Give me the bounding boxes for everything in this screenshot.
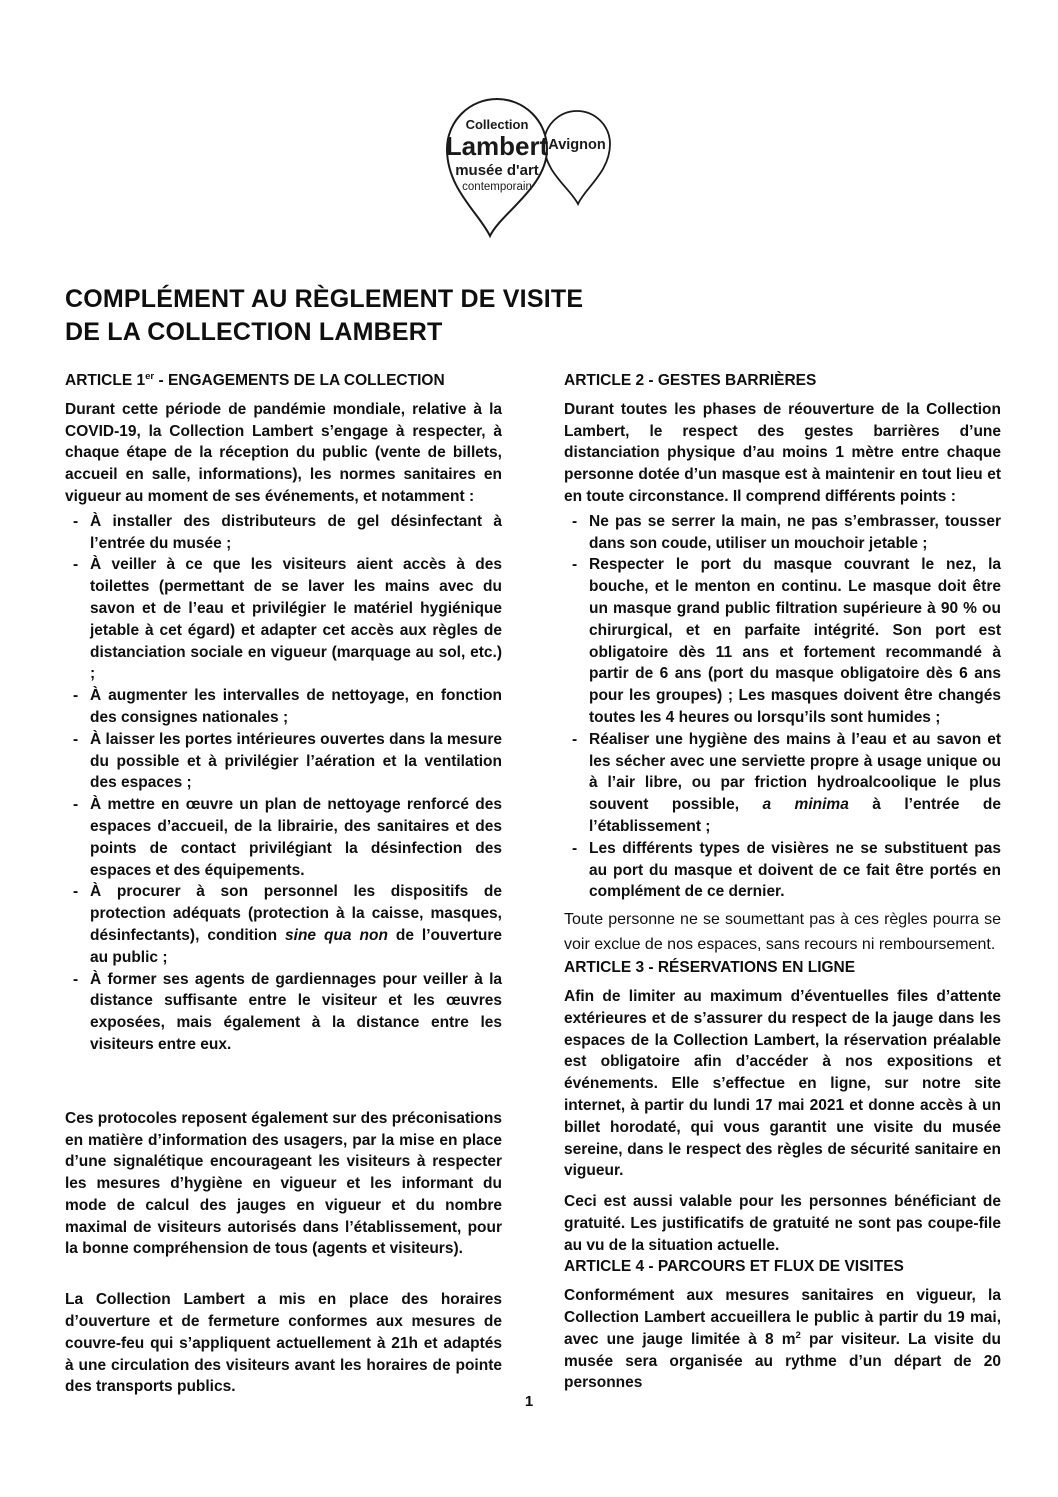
document-body	[65, 370, 1001, 1398]
list-item	[564, 838, 1001, 903]
bullet-text: Ne pas se serrer la main, ne pas s’embrasser, tousser dans son coude, utiliser un mouchoir jetable ;	[589, 512, 1001, 552]
list-item	[564, 511, 1001, 555]
bullet-dash: -	[572, 839, 578, 857]
bullet-dash: -	[73, 970, 79, 988]
bullet-text: À former ses agents de gardiennages pour veiller à la distance suffisante entre le visiteur et les œuvres exposées, mais également à la distance entre les visiteurs entre eux.	[90, 970, 502, 1053]
bullet-dash: -	[73, 512, 79, 530]
bullet-dash: -	[73, 687, 79, 705]
bullet-text: Respecter le port du masque couvrant le nez, la bouche, et le menton en continu. Le masque doit être un masque grand public filtration supérieure à 90 % ou chirurgical, et en parfaite intégrité. Son port est obligatoire dès 11 ans et fortement recommandé à partir de 6 ans (port du masque obligatoire dès 6 ans pour les groupes) ; Les masques doivent être changés toutes les 4 heures ou lorsqu’ils sont humides ;	[589, 556, 1001, 726]
logo-musee-label: musée d'art	[455, 162, 539, 179]
bullet-dash: -	[73, 730, 79, 748]
article-1-paragraph-protocols: Ces protocoles reposent également sur des préconisations en matière d’information des usagers, par la mise en place d’une signalétique encourageant les visiteurs à respecter les mesures d’hygiène en vigueur et les informant du mode de calcul des jauges en vigueur et du nombre maximal de visiteurs autorisés dans l’établissement, pour la bonne compréhension de tous (agents et visiteurs).	[65, 1109, 502, 1258]
logo-avignon-label: Avignon	[548, 137, 606, 153]
article-4-heading: ARTICLE 4 - PARCOURS ET FLUX DE VISITES	[564, 1258, 904, 1276]
page-number: 1	[524, 1393, 534, 1410]
right-column	[564, 370, 1001, 1398]
logo-balloons-icon	[439, 91, 619, 243]
article-2-intro: Durant toutes les phases de réouverture de la Collection Lambert, le respect des gestes barrières d’une distanciation physique d’au moins 1 mètre entre chaque personne dotée d’un masque est à maintenir en tout lieu et en toute circonstance. Il comprend différents points :	[564, 400, 1001, 505]
list-item	[564, 729, 1001, 838]
page-title	[65, 283, 585, 349]
article-1-paragraph-horaires: La Collection Lambert a mis en place des horaires d’ouverture et de fermeture conformes aux mesures de couvre-feu qui s’appliquent actuellement à 21h et adaptés à une circulation des visiteurs avant les horaires de pointe des transports publics.	[65, 1291, 502, 1396]
article-3-heading: ARTICLE 3 - RÉSERVATIONS EN LIGNE	[564, 959, 856, 977]
bullet-dash: -	[572, 556, 578, 574]
article-1-heading-sup: er	[145, 370, 155, 382]
article-3-paragraph-gratuite: Ceci est aussi valable pour les personnes bénéficiant de gratuité. Les justificatifs de gratuité ne sont pas coupe-file au vu de la situation actuelle.	[564, 1193, 1001, 1254]
bullet-text: Réaliser une hygiène des mains à l’eau et au savon et les sécher avec une serviette propre à usage unique ou à l’air libre, ou par friction hydroalcoolique le plus souvent possible, a minima à l’entrée de l’établissement ;	[589, 730, 1001, 835]
square-meter-superscript: 2	[795, 1329, 801, 1341]
article-1-intro: Durant cette période de pandémie mondiale, relative à la COVID-19, la Collection Lambert s’engage à respecter, à chaque étape de la réception du public (vente de billets, accueil en salle, informations), les normes sanitaires en vigueur au moment de ses événements, et notamment :	[65, 400, 502, 505]
bullet-dash: -	[73, 796, 79, 814]
article-1-heading	[65, 370, 502, 392]
list-item	[65, 685, 502, 729]
article-2-exclusion-note: Toute personne ne se soumettant pas à ces règles pourra se voir exclue de nos espaces, sans recours ni remboursement.	[564, 911, 1001, 954]
collection-lambert-logo	[439, 0, 619, 243]
article-3-paragraph-reservation: Afin de limiter au maximum d’éventuelles files d’attente extérieures et de s’assurer du respect de la jauge dans les espaces de la Collection Lambert, la réservation préalable est obligatoire afin d’accéder à nos expositions et événements. Elle s’effectue en ligne, sur notre site internet, à partir du lundi 17 mai 2021 et donne accès à un billet horodaté, qui vous garantit une visite du musée sereine, dans le respect des règles de sécurité sanitaire en vigueur.	[564, 987, 1001, 1180]
logo-balloon-avignon	[544, 111, 610, 204]
bullet-text: À veiller à ce que les visiteurs aient accès à des toilettes (permettant de se laver les mains avec du savon et de l’eau et privilégier le matériel hygiénique jetable à cet égard) et adapter cet accès aux règles de distanciation sociale en vigueur (marquage au sol, etc.) ;	[90, 556, 502, 683]
bullet-text: À procurer à son personnel les dispositifs de protection adéquats (protection à la caisse, masques, désinfectants), condition sine qua non de l’ouverture au public ;	[90, 883, 502, 966]
article-1-heading-rest: - ENGAGEMENTS DE LA COLLECTION	[154, 372, 445, 389]
article-4-paragraph-parcours: Conformément aux mesures sanitaires en vigueur, la Collection Lambert accueillera le public à partir du 19 mai, avec une jauge limitée à 8 $m^2$ par visiteur. La visite du musée sera organisée au rythme d’un départ de 20 personnes	[564, 1287, 1001, 1392]
left-column	[65, 370, 502, 1398]
bullet-dash: -	[73, 883, 79, 901]
list-item	[65, 554, 502, 685]
bullet-dash: -	[572, 730, 578, 748]
logo-collection-label: Collection	[465, 117, 529, 132]
bullet-text: À mettre en œuvre un plan de nettoyage renforcé des espaces d’accueil, de la librairie, des sanitaires et des points de contact privilégiant la désinfection des espaces et des équipements.	[90, 796, 502, 879]
bullet-text: Les différents types de visières ne se substituent pas au port du masque et doivent de ce fait être portés en complément de ce dernier.	[589, 839, 1001, 901]
list-item	[65, 881, 502, 968]
bullet-text: À augmenter les intervalles de nettoyage, en fonction des consignes nationales ;	[90, 687, 502, 726]
article-2-heading: ARTICLE 2 - GESTES BARRIÈRES	[564, 372, 817, 389]
list-item	[65, 794, 502, 881]
bullet-dash: -	[572, 512, 578, 530]
logo-lambert-label: Lambert	[445, 131, 549, 161]
bullet-text: À laisser les portes intérieures ouvertes dans la mesure du possible et à privilégier l’aération et la ventilation des espaces ;	[90, 730, 502, 792]
bullet-text: À installer des distributeurs de gel désinfectant à l’entrée du musée ;	[90, 512, 502, 552]
list-item	[65, 729, 502, 794]
bullet-dash: -	[73, 556, 79, 574]
page-title-line2: DE LA COLLECTION LAMBERT	[65, 318, 443, 346]
article-1-heading-text: ARTICLE 1	[65, 372, 146, 389]
page-title-line1: COMPLÉMENT AU RÈGLEMENT DE VISITE	[65, 285, 584, 313]
list-item	[65, 511, 502, 555]
logo-contemporain-label: contemporain	[462, 181, 532, 193]
list-item	[564, 554, 1001, 728]
list-item	[65, 969, 502, 1056]
